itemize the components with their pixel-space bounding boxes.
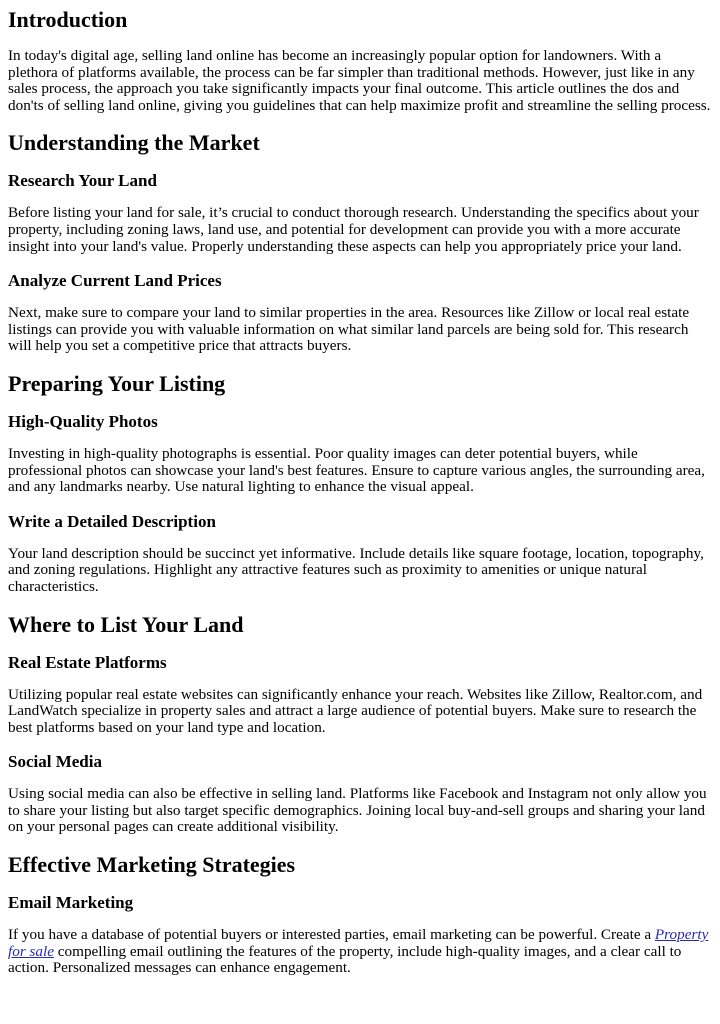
heading-marketing-strategies: Effective Marketing Strategies — [8, 852, 296, 878]
article — [0, 7, 720, 977]
subheading-research-land: Research Your Land — [8, 171, 157, 191]
subheading-analyze-prices: Analyze Current Land Prices — [8, 271, 222, 291]
paragraph-research-land: Before listing your land for sale, it’s crucial to conduct thorough research. Understanding the specifics about your property, including zoning laws, land use, and potential for development can provide you with a more accurate insight into your land's value. Properly understanding these aspects can help you appropriately price your land. — [8, 204, 699, 255]
paragraph-photos: Investing in high-quality photographs is essential. Poor quality images can deter potential buyers, while professional photos can showcase your land's best features. Ensure to capture various angles, the surrounding area, and any landmarks nearby. Use natural lighting to enhance the visual appeal. — [8, 444, 705, 496]
heading-understanding-market: Understanding the Market — [8, 130, 260, 156]
property-for-sale-link[interactable]: Property for sale — [8, 926, 709, 960]
paragraph-introduction: In today's digital age, selling land online has become an increasingly popular option for landowners. With a plethora of platforms available, the process can be far simpler than traditional methods. However, just like in any sales process, the approach you take significantly impacts your final outcome. This article outlines the dos and don'ts of selling land online, giving you guidelines that can help maximize profit and streamline the selling process. — [8, 47, 711, 114]
paragraph-social-media: Using social media can also be effective in selling land. Platforms like Facebook and Instagram not only allow you to share your listing but also target specific demographics. Joining local buy-and-sell groups and sharing your land on your personal pages can create additional visibility. — [8, 785, 707, 836]
subheading-description: Write a Detailed Description — [8, 511, 216, 531]
paragraph-description: Your land description should be succinct yet informative. Include details like square footage, location, topography, and zoning regulations. Highlight any attractive features such as proximity to amenities or unique natural characteristics. — [8, 544, 704, 595]
subheading-social-media: Social Media — [8, 752, 102, 772]
heading-introduction: Introduction — [8, 7, 128, 32]
heading-preparing-listing: Preparing Your Listing — [8, 370, 226, 396]
heading-where-to-list: Where to List Your Land — [8, 611, 244, 637]
subheading-photos: High-Quality Photos — [8, 411, 158, 431]
subheading-email-marketing: Email Marketing — [8, 893, 134, 913]
paragraph-analyze-prices: Next, make sure to compare your land to similar properties in the area. Resources like Zillow or local real estate listings can provide you with valuable information on what similar land parcels are being sold for. This research will help you set a competitive price that attracts buyers. — [8, 304, 690, 355]
paragraph-email-marketing — [8, 927, 712, 977]
paragraph-real-estate-platforms: Utilizing popular real estate websites can significantly enhance your reach. Websites like Zillow, Realtor.com, and LandWatch specialize in property sales and attract a large audience of potential buyers. Make sure to research the best platforms based on your land type and location. — [8, 685, 703, 736]
paragraph-email-text-after: compelling email outlining the features of the property, include high-quality images, and a clear call to action. Personalized messages can enhance engagement. — [8, 942, 682, 977]
paragraph-email-text-before: If you have a database of potential buyers or interested parties, email marketing can be powerful. Create a — [8, 926, 655, 944]
subheading-real-estate-platforms: Real Estate Platforms — [8, 652, 167, 672]
